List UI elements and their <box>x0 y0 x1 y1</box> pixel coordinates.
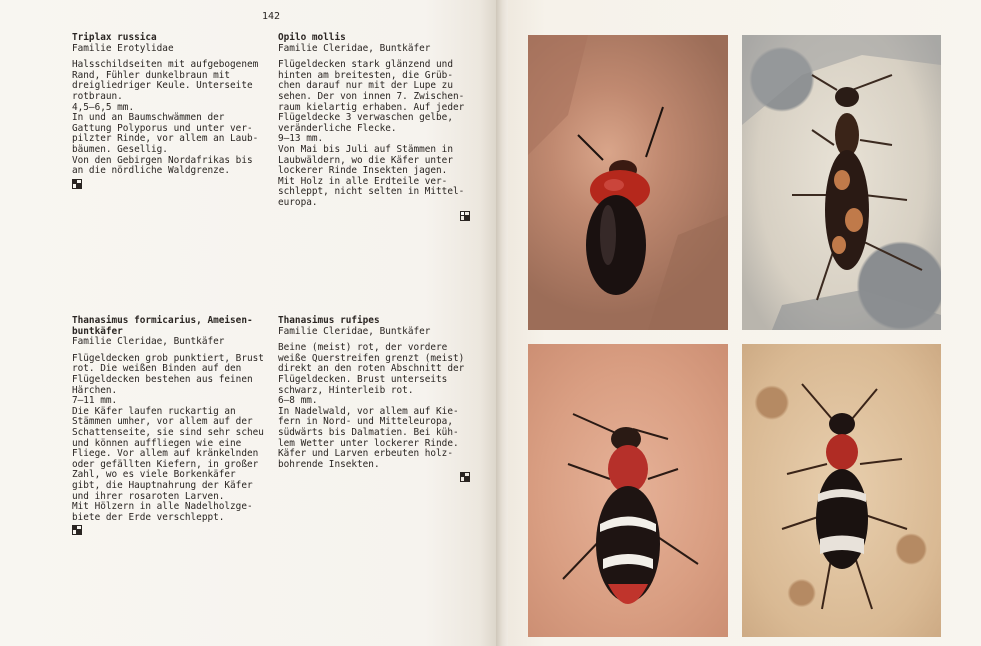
entry-opilo-mollis <box>278 33 470 224</box>
species-family: Familie Cleridae, Buntkäfer <box>72 336 225 348</box>
species-name: Thanasimus formicarius, Ameisen- <box>72 315 253 326</box>
beetle-image <box>742 35 941 330</box>
photo-opilo-mollis <box>742 35 941 330</box>
beetle-image <box>528 344 728 637</box>
beetle-image <box>742 344 941 637</box>
species-family: Familie Cleridae, Buntkäfer <box>278 325 431 337</box>
species-description: Flügeldecken grob punktiert, Brust rot. Die weißen Binden auf den Flügeldecken bestehen aus feinen Härchen. 7–11 mm. Die Käfer laufen ruckartig an Stämmen umher, vor allem auf der Schattenseite, sie sind sehr scheu und können auffliegen wie eine Fliege. Vor allem auf kränkelnden oder gefällten Kiefern, in großer Zahl, wo es viele Borkenkäfer gibt, die Hauptnahrung der Käfer und ihrer rosaroten Larven. Mit Hölzern in alle Nadelholzge- biete der Erde verschleppt. <box>72 352 264 523</box>
species-description: Halsschildseiten mit aufgebogenem Rand, Fühler dunkelbraun mit dreigliedriger Keule. Unterseite rotbraun. 4,5–6,5 mm. In und an Baumschwämmen der Gattung Polyporus und unter ver- pilzter Rinde, vor allem an Laub- bäumen. Gesellig. Von den Gebirgen Nordafrikas bis an die nördliche Waldgrenze. <box>72 59 259 177</box>
photo-thanasimus-formicarius <box>528 344 728 637</box>
photo-triplax-russica <box>528 35 728 330</box>
habitat-grid-icon <box>72 179 82 189</box>
species-description: Beine (meist) rot, der vordere weiße Querstreifen grenzt (meist) direkt an den roten Abschnitt der Flügeldecken. Brust unterseits schwarz, Hinterleib rot. 6–8 mm. In Nadelwald, vor allem auf Kie- fern in Nord- und Mitteleuropa, südwärts bis Dalmatien. Bei küh- lem Wetter unter lockerer Rinde. Käfer und Larven erbeuten holz- bohrende Insekten. <box>278 342 465 470</box>
species-name: Triplax russica <box>72 32 157 43</box>
page-number: 142 <box>262 11 281 22</box>
photo-thanasimus-rufipes <box>742 344 941 637</box>
entry-triplax-russica <box>72 33 258 192</box>
beetle-image <box>528 35 728 330</box>
habitat-grid-icon <box>460 472 470 482</box>
species-name: Thanasimus rufipes <box>278 315 380 326</box>
species-family: Familie Cleridae, Buntkäfer <box>278 42 431 54</box>
habitat-grid-icon <box>460 211 470 221</box>
habitat-grid-icon <box>72 525 82 535</box>
species-common-name: buntkäfer <box>72 325 123 337</box>
entry-thanasimus-rufipes <box>278 316 470 486</box>
species-name: Opilo mollis <box>278 32 346 43</box>
species-description: Flügeldecken stark glänzend und hinten am breitesten, die Grüb- chen darauf nur mit der Lupe zu sehen. Der von innen 7. Zwischen- raum kielartig erhaben. Auf jeder Flügeldecke 3 verwaschen gelbe, veränderliche Flecke. 9–13 mm. Von Mai bis Juli auf Stämmen in Laubwäldern, wo die Käfer unter lockerer Rinde Insekten jagen. Mit Holz in alle Erdteile ver- schleppt, nicht selten in Mittel- europa. <box>278 59 465 208</box>
entry-thanasimus-formicarius <box>72 316 264 539</box>
species-family: Familie Erotylidae <box>72 42 174 54</box>
